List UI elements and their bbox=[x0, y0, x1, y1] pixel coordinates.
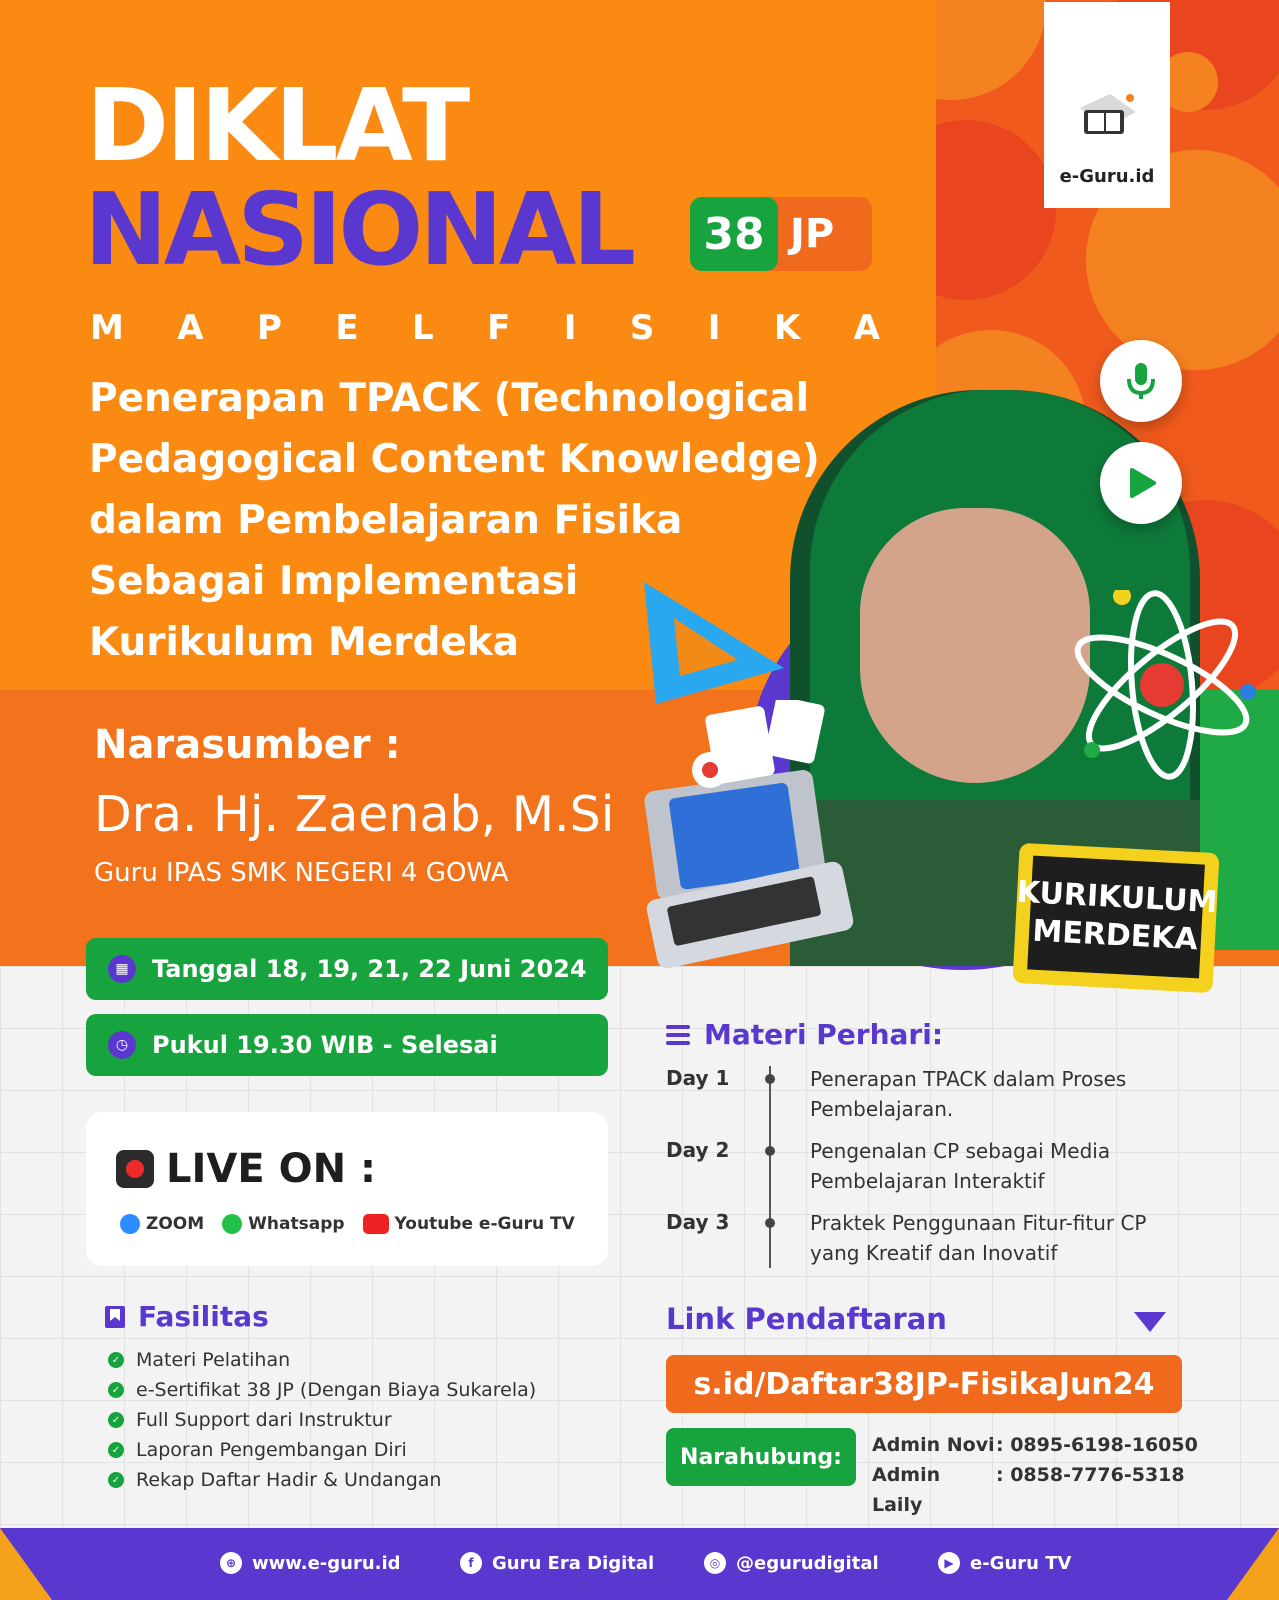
mapel-letter: S bbox=[629, 308, 655, 348]
time-text: Pukul 19.30 WIB - Selesai bbox=[152, 1031, 498, 1059]
mapel-letter: I bbox=[563, 308, 577, 348]
microphone-button bbox=[1100, 340, 1182, 422]
admin-row bbox=[872, 1460, 1198, 1520]
platform-whatsapp bbox=[222, 1214, 344, 1234]
footer-facebook[interactable] bbox=[460, 1552, 654, 1574]
materi-title bbox=[666, 1018, 943, 1051]
facility-text: e-Sertifikat 38 JP (Dengan Biaya Sukarela) bbox=[136, 1379, 537, 1401]
record-icon bbox=[116, 1150, 154, 1188]
mapel-letter: I bbox=[707, 308, 721, 348]
globe-icon: ⊕ bbox=[220, 1552, 242, 1574]
registration-link[interactable]: s.id/Daftar38JP-FisikaJun24 bbox=[666, 1355, 1182, 1413]
facilities-label: Fasilitas bbox=[138, 1300, 269, 1333]
topic-line: Penerapan TPACK (Technological bbox=[89, 376, 809, 421]
admin-phone[interactable]: : 0895-6198-16050 bbox=[996, 1434, 1198, 1456]
microphone-icon bbox=[1126, 361, 1156, 401]
time-pill bbox=[86, 1014, 608, 1076]
facilities-list bbox=[108, 1345, 536, 1495]
admin-contacts bbox=[872, 1430, 1198, 1520]
badge-line: MERDEKA bbox=[1031, 913, 1199, 958]
date-text: Tanggal 18, 19, 21, 22 Juni 2024 bbox=[152, 955, 587, 983]
platform-label: Whatsapp bbox=[248, 1214, 345, 1234]
platform-label: ZOOM bbox=[146, 1214, 205, 1234]
platform-label: Youtube e-Guru TV bbox=[394, 1214, 575, 1234]
day-description bbox=[810, 1064, 1210, 1124]
whatsapp-icon bbox=[222, 1214, 242, 1234]
registration-title: Link Pendaftaran bbox=[666, 1302, 947, 1336]
timeline-line bbox=[769, 1066, 771, 1268]
day-description bbox=[810, 1208, 1210, 1268]
admin-phone[interactable]: : 0858-7776-5318 bbox=[996, 1464, 1185, 1486]
deco-circle bbox=[936, 0, 1046, 100]
check-icon: ✓ bbox=[108, 1442, 124, 1458]
logo-card bbox=[1044, 2, 1170, 208]
youtube-icon: ▶ bbox=[938, 1552, 960, 1574]
mapel-letter: K bbox=[773, 308, 801, 348]
laptop-illustration-icon bbox=[630, 700, 860, 980]
jp-label: JP bbox=[790, 211, 835, 257]
timeline-dot bbox=[765, 1218, 775, 1228]
check-icon: ✓ bbox=[108, 1412, 124, 1428]
title-nasional: NASIONAL bbox=[84, 171, 633, 288]
day-line: yang Kreatif dan Inovatif bbox=[810, 1241, 1058, 1265]
footer-facebook-text: Guru Era Digital bbox=[492, 1552, 655, 1574]
atom-icon bbox=[1062, 590, 1262, 780]
check-icon: ✓ bbox=[108, 1352, 124, 1368]
facility-item bbox=[108, 1465, 536, 1495]
topic-line: Sebagai Implementasi bbox=[89, 559, 579, 604]
footer-corner-right bbox=[1227, 1528, 1279, 1600]
platform-youtube bbox=[363, 1214, 575, 1234]
title-diklat: DIKLAT bbox=[86, 67, 468, 184]
contact-label: Narahubung: bbox=[666, 1428, 856, 1486]
day-line: Pengenalan CP sebagai Media bbox=[810, 1139, 1111, 1163]
admin-row bbox=[872, 1430, 1198, 1460]
day-description bbox=[810, 1136, 1210, 1196]
mapel-subject bbox=[90, 308, 880, 348]
facility-text: Full Support dari Instruktur bbox=[136, 1409, 392, 1431]
check-icon: ✓ bbox=[108, 1472, 124, 1488]
timeline-dot bbox=[765, 1146, 775, 1156]
footer-website-text: www.e-guru.id bbox=[252, 1552, 401, 1574]
mapel-letter: P bbox=[257, 308, 282, 348]
youtube-icon bbox=[363, 1214, 389, 1234]
logo-text: e-Guru.id bbox=[1059, 166, 1155, 187]
day-line: Praktek Penggunaan Fitur-fitur CP bbox=[810, 1211, 1147, 1235]
menu-icon bbox=[666, 1025, 690, 1045]
play-icon bbox=[1126, 467, 1156, 499]
materi-label: Materi Perhari: bbox=[704, 1018, 944, 1051]
facility-text: Rekap Daftar Hadir & Undangan bbox=[136, 1469, 442, 1491]
live-on-title bbox=[116, 1146, 376, 1192]
ruler-triangle-icon bbox=[636, 576, 792, 712]
mapel-letter: A bbox=[853, 308, 880, 348]
admin-name: Admin Laily bbox=[872, 1464, 941, 1516]
day-label: Day 1 bbox=[666, 1066, 730, 1090]
zoom-icon bbox=[120, 1214, 140, 1234]
timeline-dot bbox=[765, 1074, 775, 1084]
clock-icon: ◷ bbox=[108, 1031, 136, 1059]
day-label: Day 3 bbox=[666, 1210, 730, 1234]
footer-corner-left bbox=[0, 1528, 52, 1600]
play-button bbox=[1100, 442, 1182, 524]
kurikulum-merdeka-badge bbox=[1012, 843, 1219, 993]
arrow-down-icon bbox=[1134, 1312, 1166, 1332]
bookmark-icon bbox=[104, 1305, 126, 1329]
mapel-letter: A bbox=[177, 308, 204, 348]
badge-line: KURIKULUM bbox=[1015, 874, 1219, 921]
live-platforms bbox=[120, 1214, 575, 1234]
instagram-icon: ◎ bbox=[704, 1552, 726, 1574]
deco-circle bbox=[936, 120, 1056, 300]
mapel-letter: L bbox=[412, 308, 434, 348]
day-label: Day 2 bbox=[666, 1138, 730, 1162]
admin-name: Admin Novi bbox=[872, 1434, 995, 1456]
platform-zoom bbox=[120, 1214, 204, 1234]
facility-text: Materi Pelatihan bbox=[136, 1349, 291, 1371]
badge-board bbox=[1015, 856, 1219, 979]
mapel-letter: F bbox=[487, 308, 511, 348]
live-on-card bbox=[86, 1112, 608, 1266]
jp-number: 38 bbox=[690, 197, 778, 271]
calendar-icon: ▦ bbox=[108, 955, 136, 983]
check-icon: ✓ bbox=[108, 1382, 124, 1398]
speaker-role: Guru IPAS SMK NEGERI 4 GOWA bbox=[94, 858, 509, 888]
day-line: Penerapan TPACK dalam Proses bbox=[810, 1067, 1127, 1091]
book-logo-icon bbox=[1070, 88, 1142, 146]
speaker-face bbox=[860, 508, 1090, 783]
footer-website[interactable] bbox=[220, 1552, 401, 1574]
mapel-letter: E bbox=[335, 308, 359, 348]
topic-line: dalam Pembelajaran Fisika bbox=[89, 498, 683, 543]
footer-youtube-text: e-Guru TV bbox=[970, 1552, 1072, 1574]
facilities-title bbox=[104, 1300, 269, 1333]
topic-line: Kurikulum Merdeka bbox=[89, 620, 520, 665]
speaker-label: Narasumber : bbox=[94, 722, 401, 768]
facility-item bbox=[108, 1435, 536, 1465]
date-pill bbox=[86, 938, 608, 1000]
footer-instagram[interactable] bbox=[704, 1552, 879, 1574]
facility-item bbox=[108, 1345, 536, 1375]
facility-item bbox=[108, 1375, 536, 1405]
speaker-name: Dra. Hj. Zaenab, M.Si bbox=[94, 786, 615, 843]
live-on-label: LIVE ON : bbox=[166, 1146, 376, 1192]
day-line: Pembelajaran Interaktif bbox=[810, 1169, 1045, 1193]
mapel-letter: M bbox=[90, 308, 124, 348]
day-line: Pembelajaran. bbox=[810, 1097, 954, 1121]
facility-text: Laporan Pengembangan Diri bbox=[136, 1439, 407, 1461]
footer-instagram-text: @egurudigital bbox=[736, 1552, 879, 1574]
footer-youtube[interactable] bbox=[938, 1552, 1071, 1574]
facility-item bbox=[108, 1405, 536, 1435]
facebook-icon: f bbox=[460, 1552, 482, 1574]
topic-line: Pedagogical Content Knowledge) bbox=[89, 437, 820, 482]
